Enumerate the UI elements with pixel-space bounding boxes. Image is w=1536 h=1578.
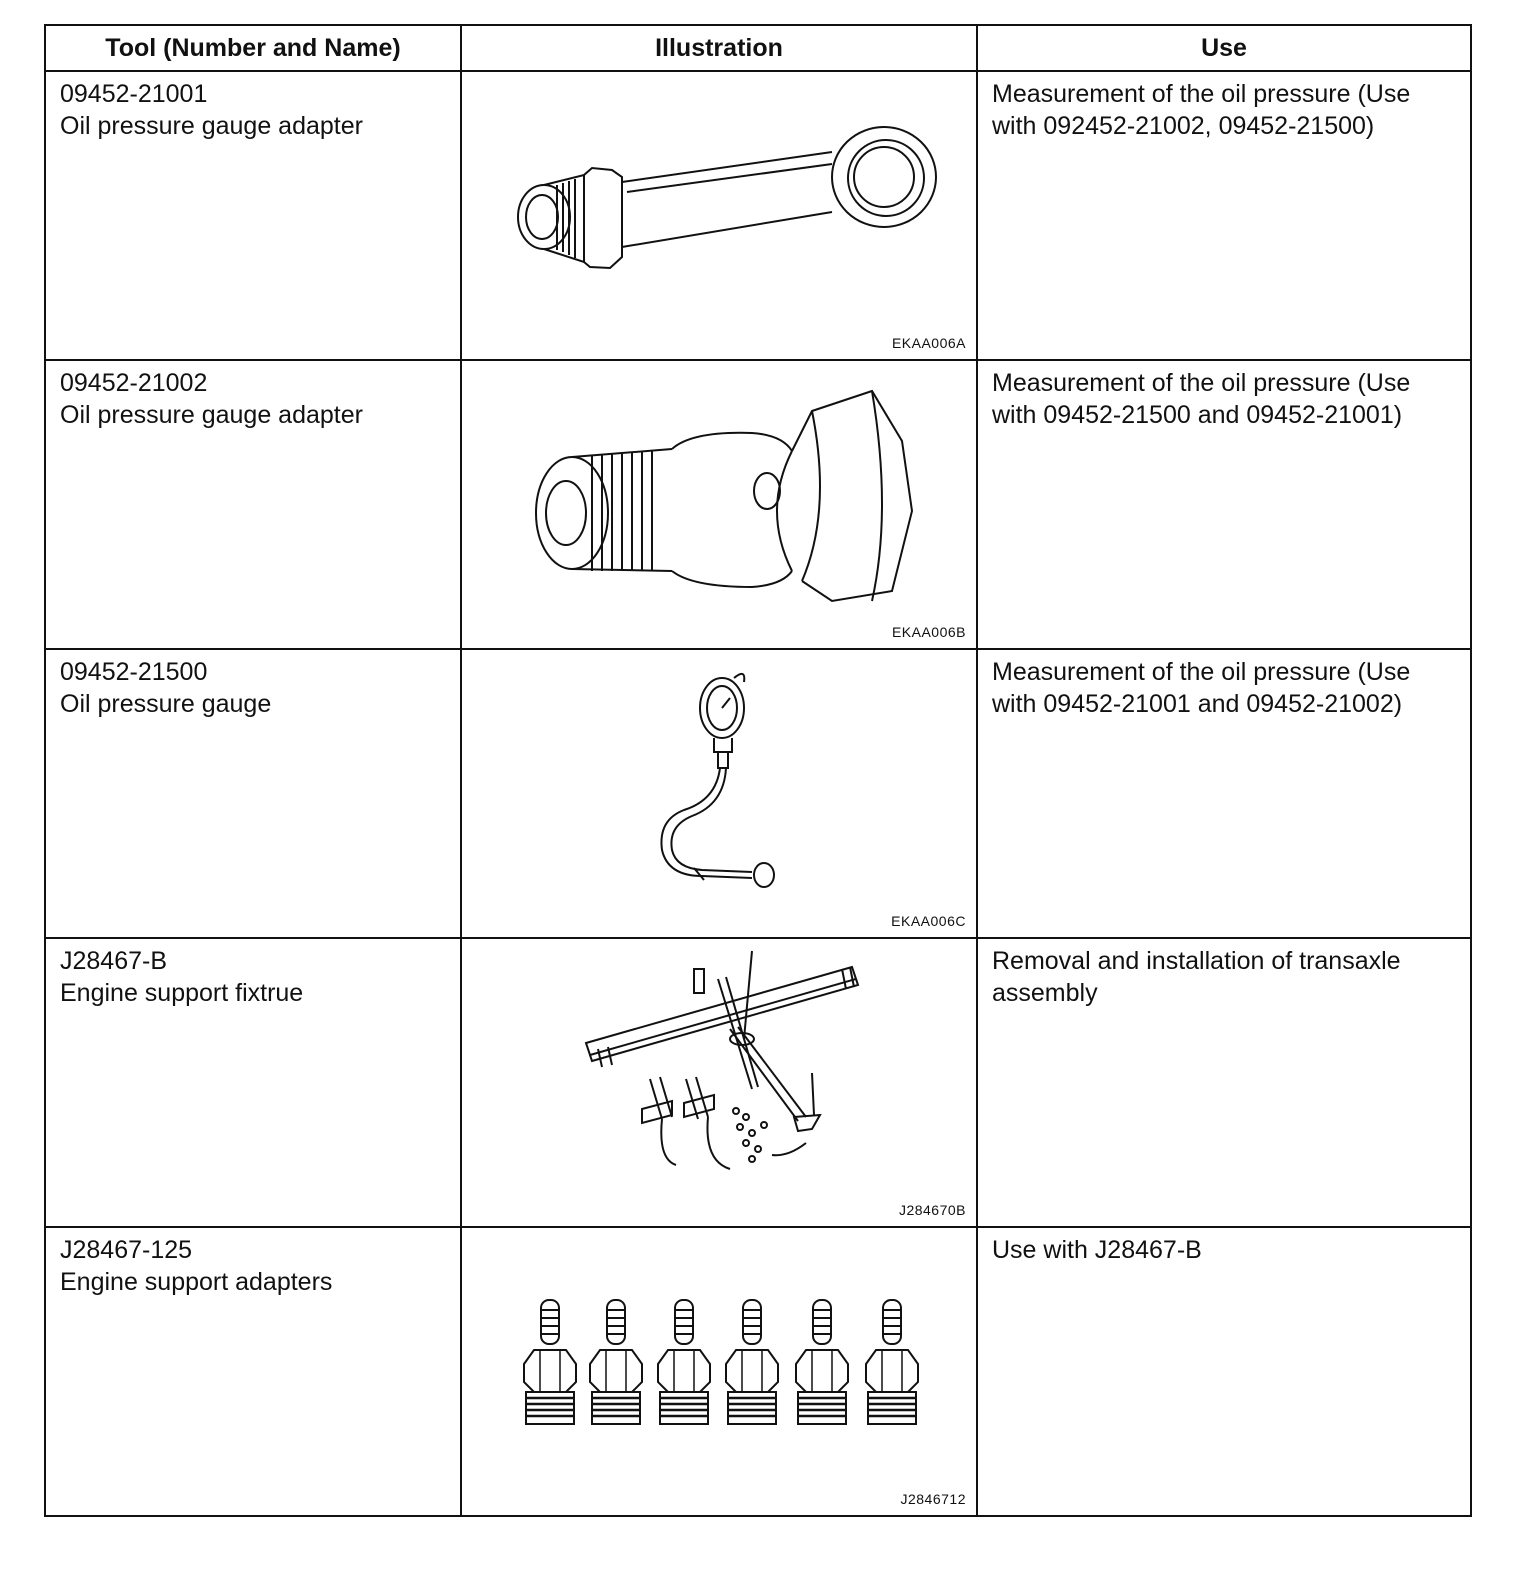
tool-number: 09452-21001 [60, 80, 208, 108]
tool-name: Engine support fixtrue [60, 979, 304, 1007]
tool-name: Oil pressure gauge [60, 690, 272, 718]
tool-cell [45, 649, 461, 938]
use-cell [977, 938, 1471, 1227]
table-row [45, 938, 1471, 1227]
engine-support-fixture-icon [462, 939, 978, 1226]
header-tool: Tool (Number and Name) [45, 25, 461, 71]
table-row [45, 1227, 1471, 1516]
use-text: Removal and installation of transaxle assembly [992, 947, 1401, 1007]
use-text: Measurement of the oil pressure (Use with 092452-21002, 09452-21500) [992, 80, 1411, 140]
illustration-cell [461, 1227, 977, 1516]
figure-code: EKAA006B [891, 624, 966, 640]
header-illustration: Illustration [461, 25, 977, 71]
figure-code: EKAA006C [891, 913, 966, 929]
header-row [45, 25, 1471, 71]
banjo-fitting-adapter-icon [462, 72, 978, 359]
table-row [45, 71, 1471, 360]
header-use: Use [977, 25, 1471, 71]
use-cell [977, 649, 1471, 938]
tool-name: Engine support adapters [60, 1268, 333, 1296]
tool-cell [45, 938, 461, 1227]
table-row [45, 360, 1471, 649]
tool-number: J28467-B [60, 947, 168, 975]
special-tools-table [44, 24, 1472, 1517]
use-text: Measurement of the oil pressure (Use with 09452-21500 and 09452-21001) [992, 369, 1411, 429]
tool-number: 09452-21002 [60, 369, 208, 397]
illustration-cell [461, 71, 977, 360]
tool-cell [45, 71, 461, 360]
use-text: Measurement of the oil pressure (Use with 09452-21001 and 09452-21002) [992, 658, 1411, 718]
tool-cell [45, 360, 461, 649]
tool-number: J28467-125 [60, 1236, 193, 1264]
figure-code: J2846712 [900, 1491, 966, 1507]
oil-pressure-gauge-icon [462, 650, 978, 937]
illustration-cell [461, 938, 977, 1227]
illustration-cell [461, 360, 977, 649]
table-row [45, 649, 1471, 938]
use-cell [977, 71, 1471, 360]
tool-name: Oil pressure gauge adapter [60, 112, 363, 140]
engine-support-adapters-icon [462, 1228, 978, 1515]
banjo-bolt-adapter-icon [462, 361, 978, 648]
tool-name: Oil pressure gauge adapter [60, 401, 363, 429]
tool-cell [45, 1227, 461, 1516]
figure-code: EKAA006A [891, 335, 966, 351]
tool-number: 09452-21500 [60, 658, 208, 686]
illustration-cell [461, 649, 977, 938]
use-cell [977, 360, 1471, 649]
use-text: Use with J28467-B [992, 1236, 1202, 1264]
use-cell [977, 1227, 1471, 1516]
figure-code: J284670B [898, 1202, 966, 1218]
